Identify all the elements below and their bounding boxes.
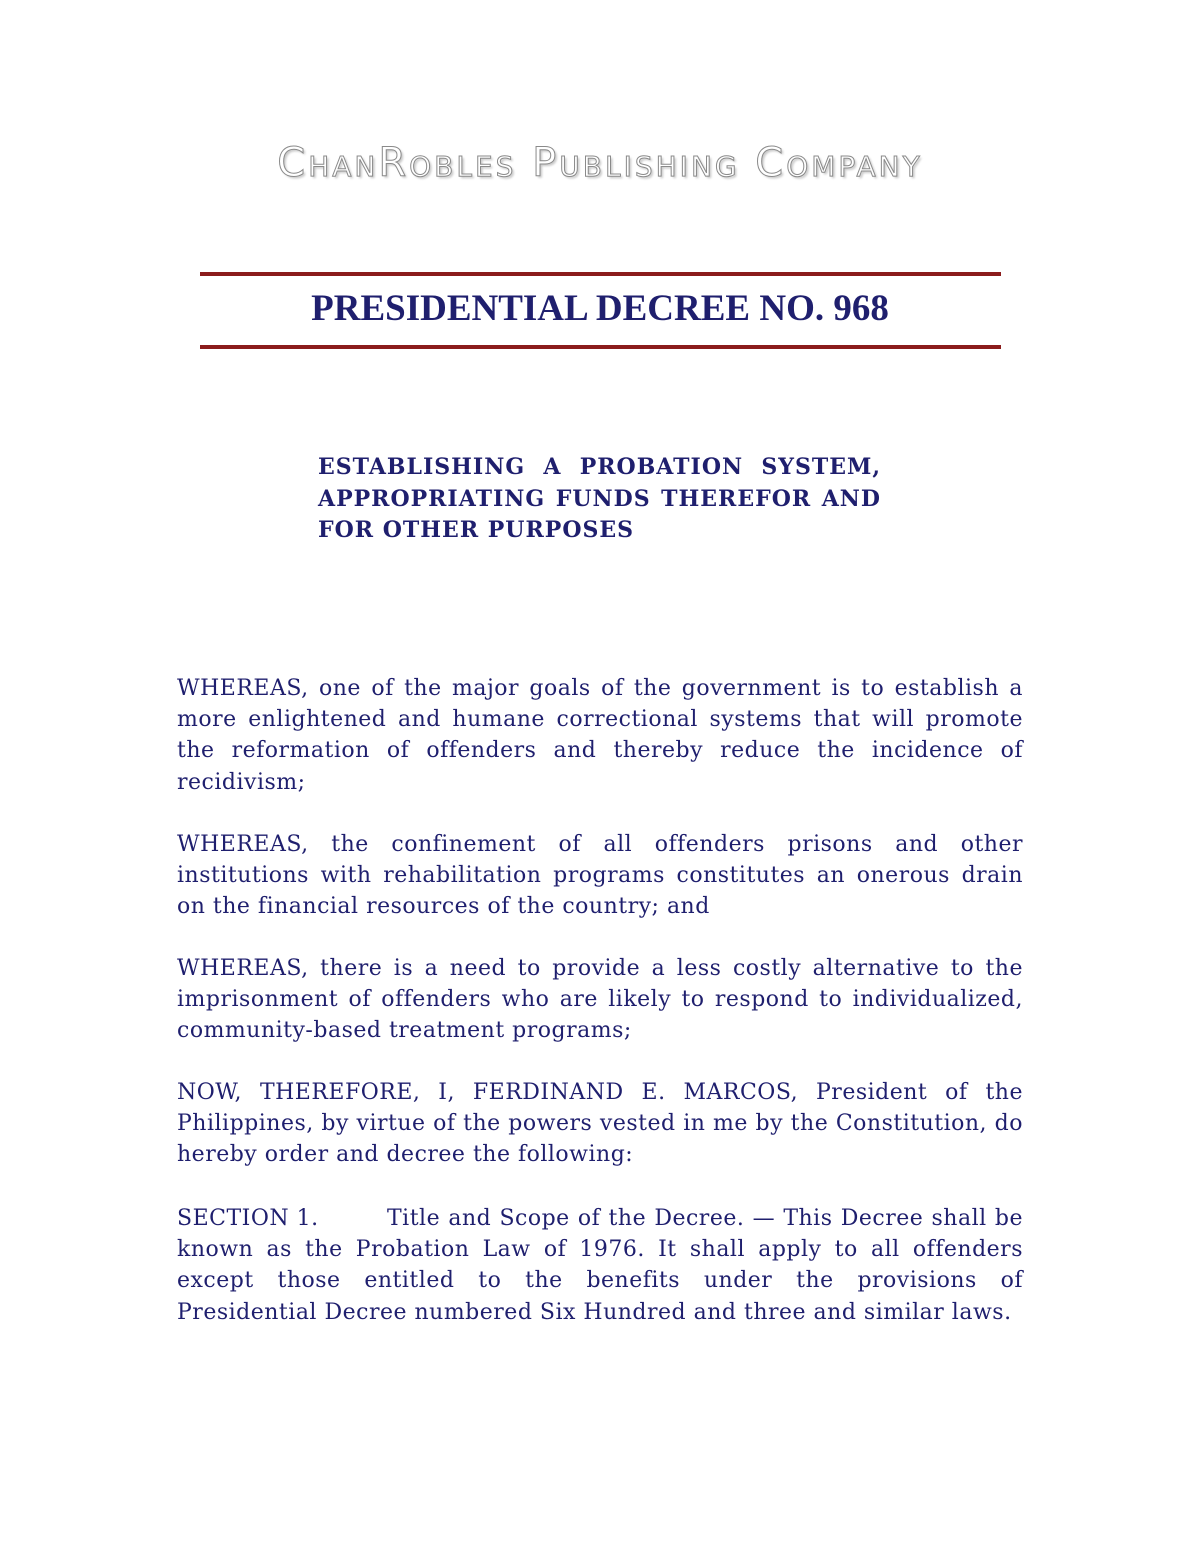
- title-rule-bottom: [200, 345, 1001, 349]
- section-1-paragraph: [177, 1203, 1023, 1328]
- whereas-paragraph-2: WHEREAS, the confinement of all offenders prisons and other institutions with rehabilitation programs constitutes an onerous drain on the financial resources of the country; and: [177, 832, 1023, 920]
- section-1-text: Title and Scope of the Decree. — This Decree shall be known as the Probation Law of 1976. It shall apply to all offenders except those entitled to the benefits under the provisions of Presidential Decree numbered Six Hundred and three and similar laws.: [177, 1206, 1023, 1325]
- section-1-label: SECTION 1.: [177, 1206, 319, 1231]
- decree-title: PRESIDENTIAL DECREE NO. 968: [311, 288, 889, 329]
- whereas-paragraph-1: WHEREAS, one of the major goals of the government is to establish a more enlightened and humane correctional systems that will promote the reformation of offenders and thereby reduce the incidence of recidivism;: [177, 676, 1023, 795]
- decree-subject: ESTABLISHING A PROBATION SYSTEM, APPROPRIATING FUNDS THEREFOR AND FOR OTHER PURPOSES: [318, 454, 881, 543]
- title-rule-top: [200, 272, 1001, 276]
- publisher-header: ChanRobles Publishing Company: [277, 140, 923, 186]
- whereas-paragraph-3: WHEREAS, there is a need to provide a less costly alternative to the imprisonment of offenders who are likely to respond to individualized, community-based treatment programs;: [177, 956, 1023, 1044]
- now-therefore-paragraph: NOW, THEREFORE, I, FERDINAND E. MARCOS, President of the Philippines, by virtue of the powers vested in me by the Constitution, do hereby order and decree the following:: [177, 1080, 1023, 1168]
